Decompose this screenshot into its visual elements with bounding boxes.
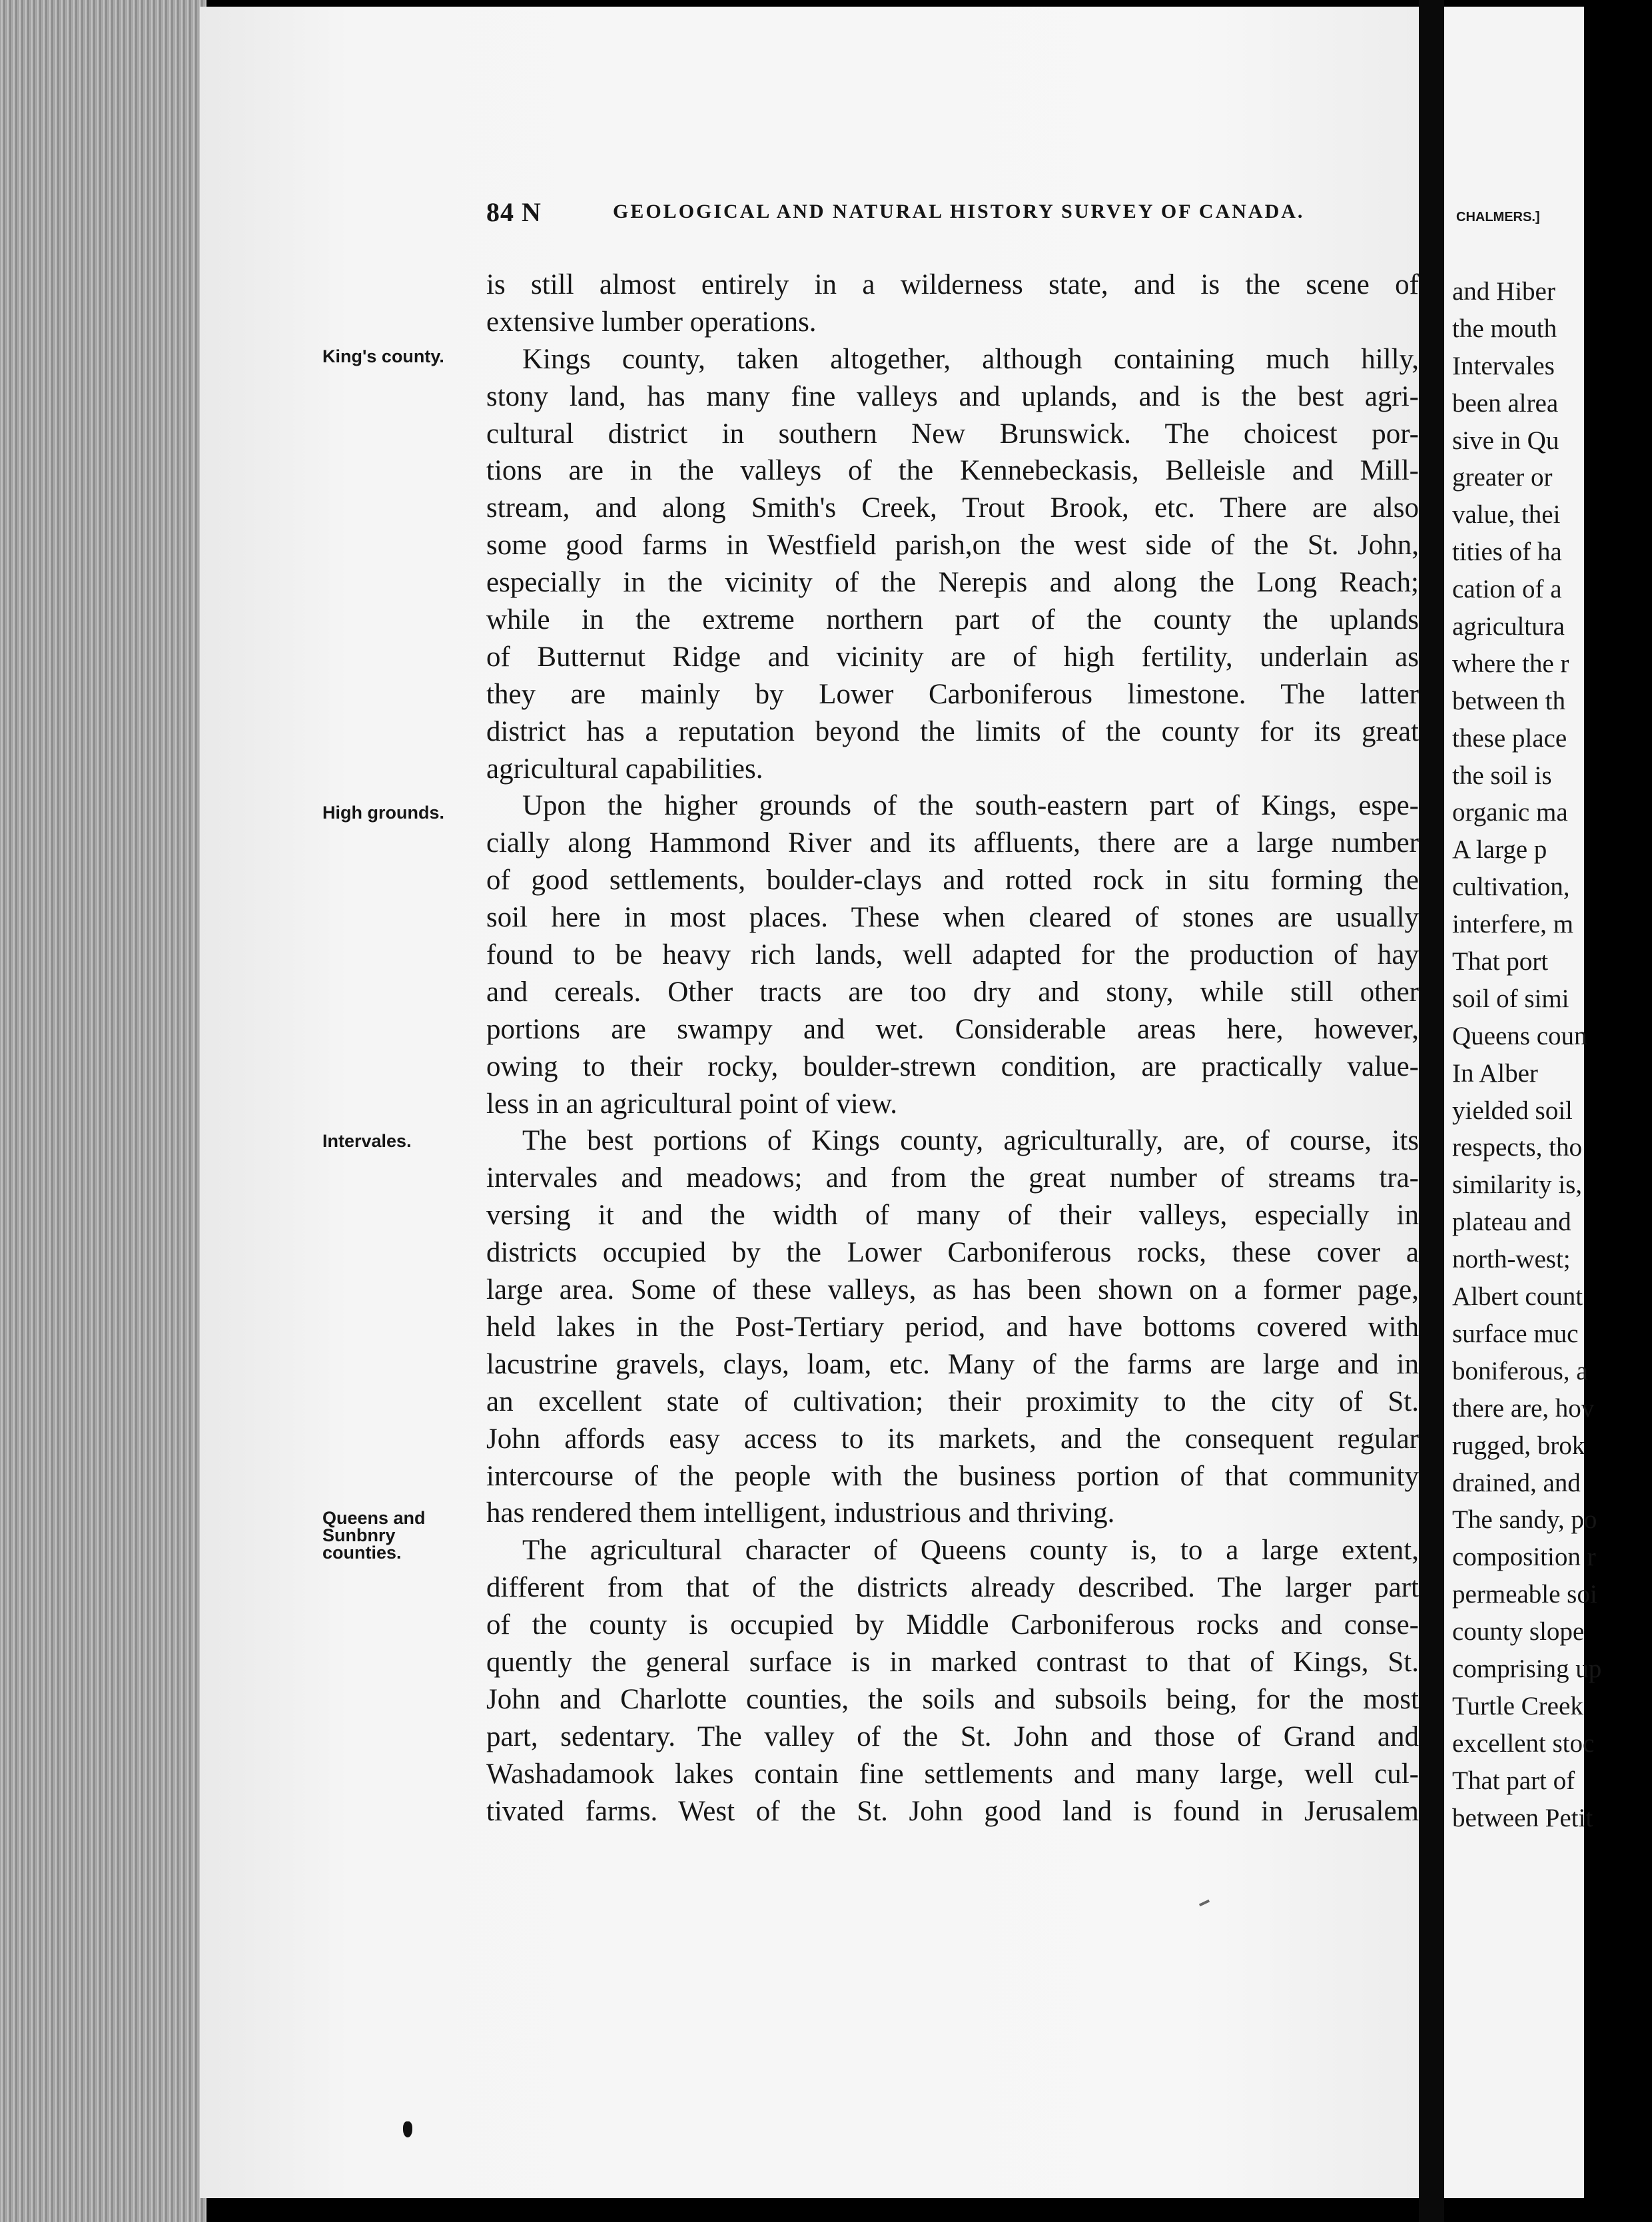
right-page-line: agricultura [1452,612,1565,641]
text-line: they are mainly by Lower Carboniferous limestone. The latter [486,678,1419,710]
text-line: John and Charlotte counties, the soils and subsoils being, for the most [486,1683,1419,1715]
text-line: quently the general surface is in marked contrast to that of Kings, St. [486,1646,1419,1678]
right-page-line: interfere, m [1452,910,1573,939]
body-text [486,266,1419,1830]
right-page-line: greater or [1452,463,1553,492]
side-note-intervales: Intervales. [322,1131,412,1151]
text-line: part, sedentary. The valley of the St. John and those of Grand and [486,1720,1419,1752]
right-page-line: boniferous, a [1452,1356,1588,1385]
right-page-line: the mouth [1452,314,1557,343]
right-page-line: north-west; [1452,1245,1571,1274]
text-line: tions are in the valleys of the Kennebeckasis, Belleisle and Mill- [486,455,1419,487]
text-line: tivated farms. West of the St. John good land is found in Jerusalem [486,1795,1419,1827]
stacked-page-edges [0,0,206,2222]
text-line: portions are swampy and wet. Considerable areas here, however, [486,1013,1419,1045]
right-page-line: composition r [1452,1543,1596,1572]
right-page-line: Queens coun [1452,1021,1587,1050]
text-line: extensive lumber operations. [486,306,817,338]
right-page-line: That port [1452,947,1549,976]
right-page-line: rugged, brok [1452,1431,1585,1460]
right-page-line: where the r [1452,649,1569,678]
book-gutter [1419,0,1444,2222]
right-page-line: similarity is, [1452,1170,1582,1200]
right-page-line: excellent stoc [1452,1728,1595,1758]
text-line: soil here in most places. These when cleared of stones are usually [486,902,1419,934]
right-page-line: between Petit [1452,1803,1593,1832]
text-line: The best portions of Kings county, agriculturally, are, of course, its [522,1125,1419,1157]
right-page-line: and Hiber [1452,277,1555,306]
text-line: Upon the higher grounds of the south-eastern part of Kings, espe- [522,790,1419,822]
right-page-line: county slope [1452,1617,1585,1647]
side-note-line: Queens and [322,1508,426,1528]
right-page-text [1452,273,1652,1836]
right-page-line: these place [1452,723,1567,753]
text-line: found to be heavy rich lands, well adapted for the production of hay [486,939,1419,971]
text-line: and cereals. Other tracts are too dry and stony, while still other [486,976,1419,1008]
text-line: districts occupied by the Lower Carboniferous rocks, these cover a [486,1237,1419,1269]
right-page-header: CHALMERS.] [1456,210,1540,224]
right-page-line: soil of simi [1452,984,1569,1013]
right-page-line: yielded soil [1452,1096,1573,1125]
right-page-line: there are, hov [1452,1393,1595,1423]
running-head [486,196,1352,230]
right-page-line: comprising up [1452,1654,1602,1683]
text-line: Washadamook lakes contain fine settlements and many large, well cul- [486,1758,1419,1790]
text-line: intercourse of the people with the business portion of that community [486,1460,1419,1492]
right-page-line: between th [1452,686,1566,715]
text-line: Kings county, taken altogether, although containing much hilly, [522,343,1419,375]
text-line: is still almost entirely in a wilderness state, and is the scene of [486,269,1419,300]
right-page-line: That part of [1452,1766,1575,1795]
right-page-line: value, thei [1452,500,1561,530]
text-line: John affords easy access to its markets, and the consequent regular [486,1423,1419,1455]
text-line: held lakes in the Post-Tertiary period, and have bottoms covered with [486,1311,1419,1343]
text-line: cultural district in southern New Brunswick. The choicest por- [486,418,1419,450]
right-page-line: A large p [1452,835,1547,865]
text-line: an excellent state of cultivation; their proximity to the city of St. [486,1385,1419,1417]
text-line: some good farms in Westfield parish,on the west side of the St. John, [486,530,1419,561]
text-line: stony land, has many fine valleys and uplands, and is the best agri- [486,380,1419,412]
right-page-line: tities of ha [1452,538,1562,567]
right-page-line: cultivation, [1452,873,1570,902]
side-note-line: counties. [322,1543,402,1563]
right-page-line: been alrea [1452,388,1559,418]
right-page-line: organic ma [1452,798,1568,827]
side-note-line: Sunbnry [322,1525,396,1545]
text-line: large area. Some of these valleys, as has been shown on a former page, [486,1274,1419,1306]
right-page-line: plateau and [1452,1208,1571,1237]
right-page-line: permeable soi [1452,1580,1597,1609]
side-note-kings-county: King's county. [322,346,444,366]
text-line: less in an agricultural point of view. [486,1088,897,1120]
right-page-line: cation of a [1452,575,1562,604]
text-line: of the county is occupied by Middle Carboniferous rocks and conse- [486,1609,1419,1641]
right-page-line: sive in Qu [1452,426,1559,455]
right-page-line: surface muc [1452,1319,1579,1348]
right-page-line: the soil is [1452,761,1552,790]
side-note-high-grounds: High grounds. [322,803,444,823]
text-line: while in the extreme northern part of the county the uplands [486,604,1419,636]
right-page-line: The sandy, po [1452,1505,1597,1535]
page-title: GEOLOGICAL AND NATURAL HISTORY SURVEY OF CANADA. [613,200,1305,222]
ink-blot [403,2121,412,2137]
text-line: has rendered them intelligent, industrious and thriving. [486,1497,1115,1529]
text-line: especially in the vicinity of the Nerepis and along the Long Reach; [486,567,1419,599]
right-page-line: In Alber [1452,1058,1538,1088]
text-line: cially along Hammond River and its affluents, there are a large number [486,827,1419,859]
text-line: of good settlements, boulder-clays and rotted rock in situ forming the [486,865,1419,897]
right-page-line: Albert count [1452,1282,1583,1311]
text-line: lacustrine gravels, clays, loam, etc. Many of the farms are large and in [486,1348,1419,1380]
right-page [1444,7,1602,2198]
text-line: owing to their rocky, boulder-strewn condition, are practically value- [486,1050,1419,1082]
text-line: intervales and meadows; and from the great number of streams tra- [486,1162,1419,1194]
text-line: The agricultural character of Queens county is, to a large extent, [522,1535,1419,1567]
right-page-line: Turtle Creek [1452,1691,1583,1720]
text-line: district has a reputation beyond the limits of the county for its great [486,715,1419,747]
text-line: agricultural capabilities. [486,753,763,785]
right-page-line: Intervales [1452,351,1555,380]
text-line: of Butternut Ridge and vicinity are of high fertility, underlain as [486,641,1419,673]
text-line: stream, and along Smith's Creek, Trout Brook, etc. There are also [486,492,1419,524]
text-line: different from that of the districts already described. The larger part [486,1572,1419,1604]
page-number: 84 N [486,197,542,227]
side-note-queens-sunbury [322,1509,482,1561]
text-line: versing it and the width of many of their valleys, especially in [486,1200,1419,1232]
right-page-line: respects, tho [1452,1133,1582,1162]
right-page-line: drained, and [1452,1468,1581,1497]
